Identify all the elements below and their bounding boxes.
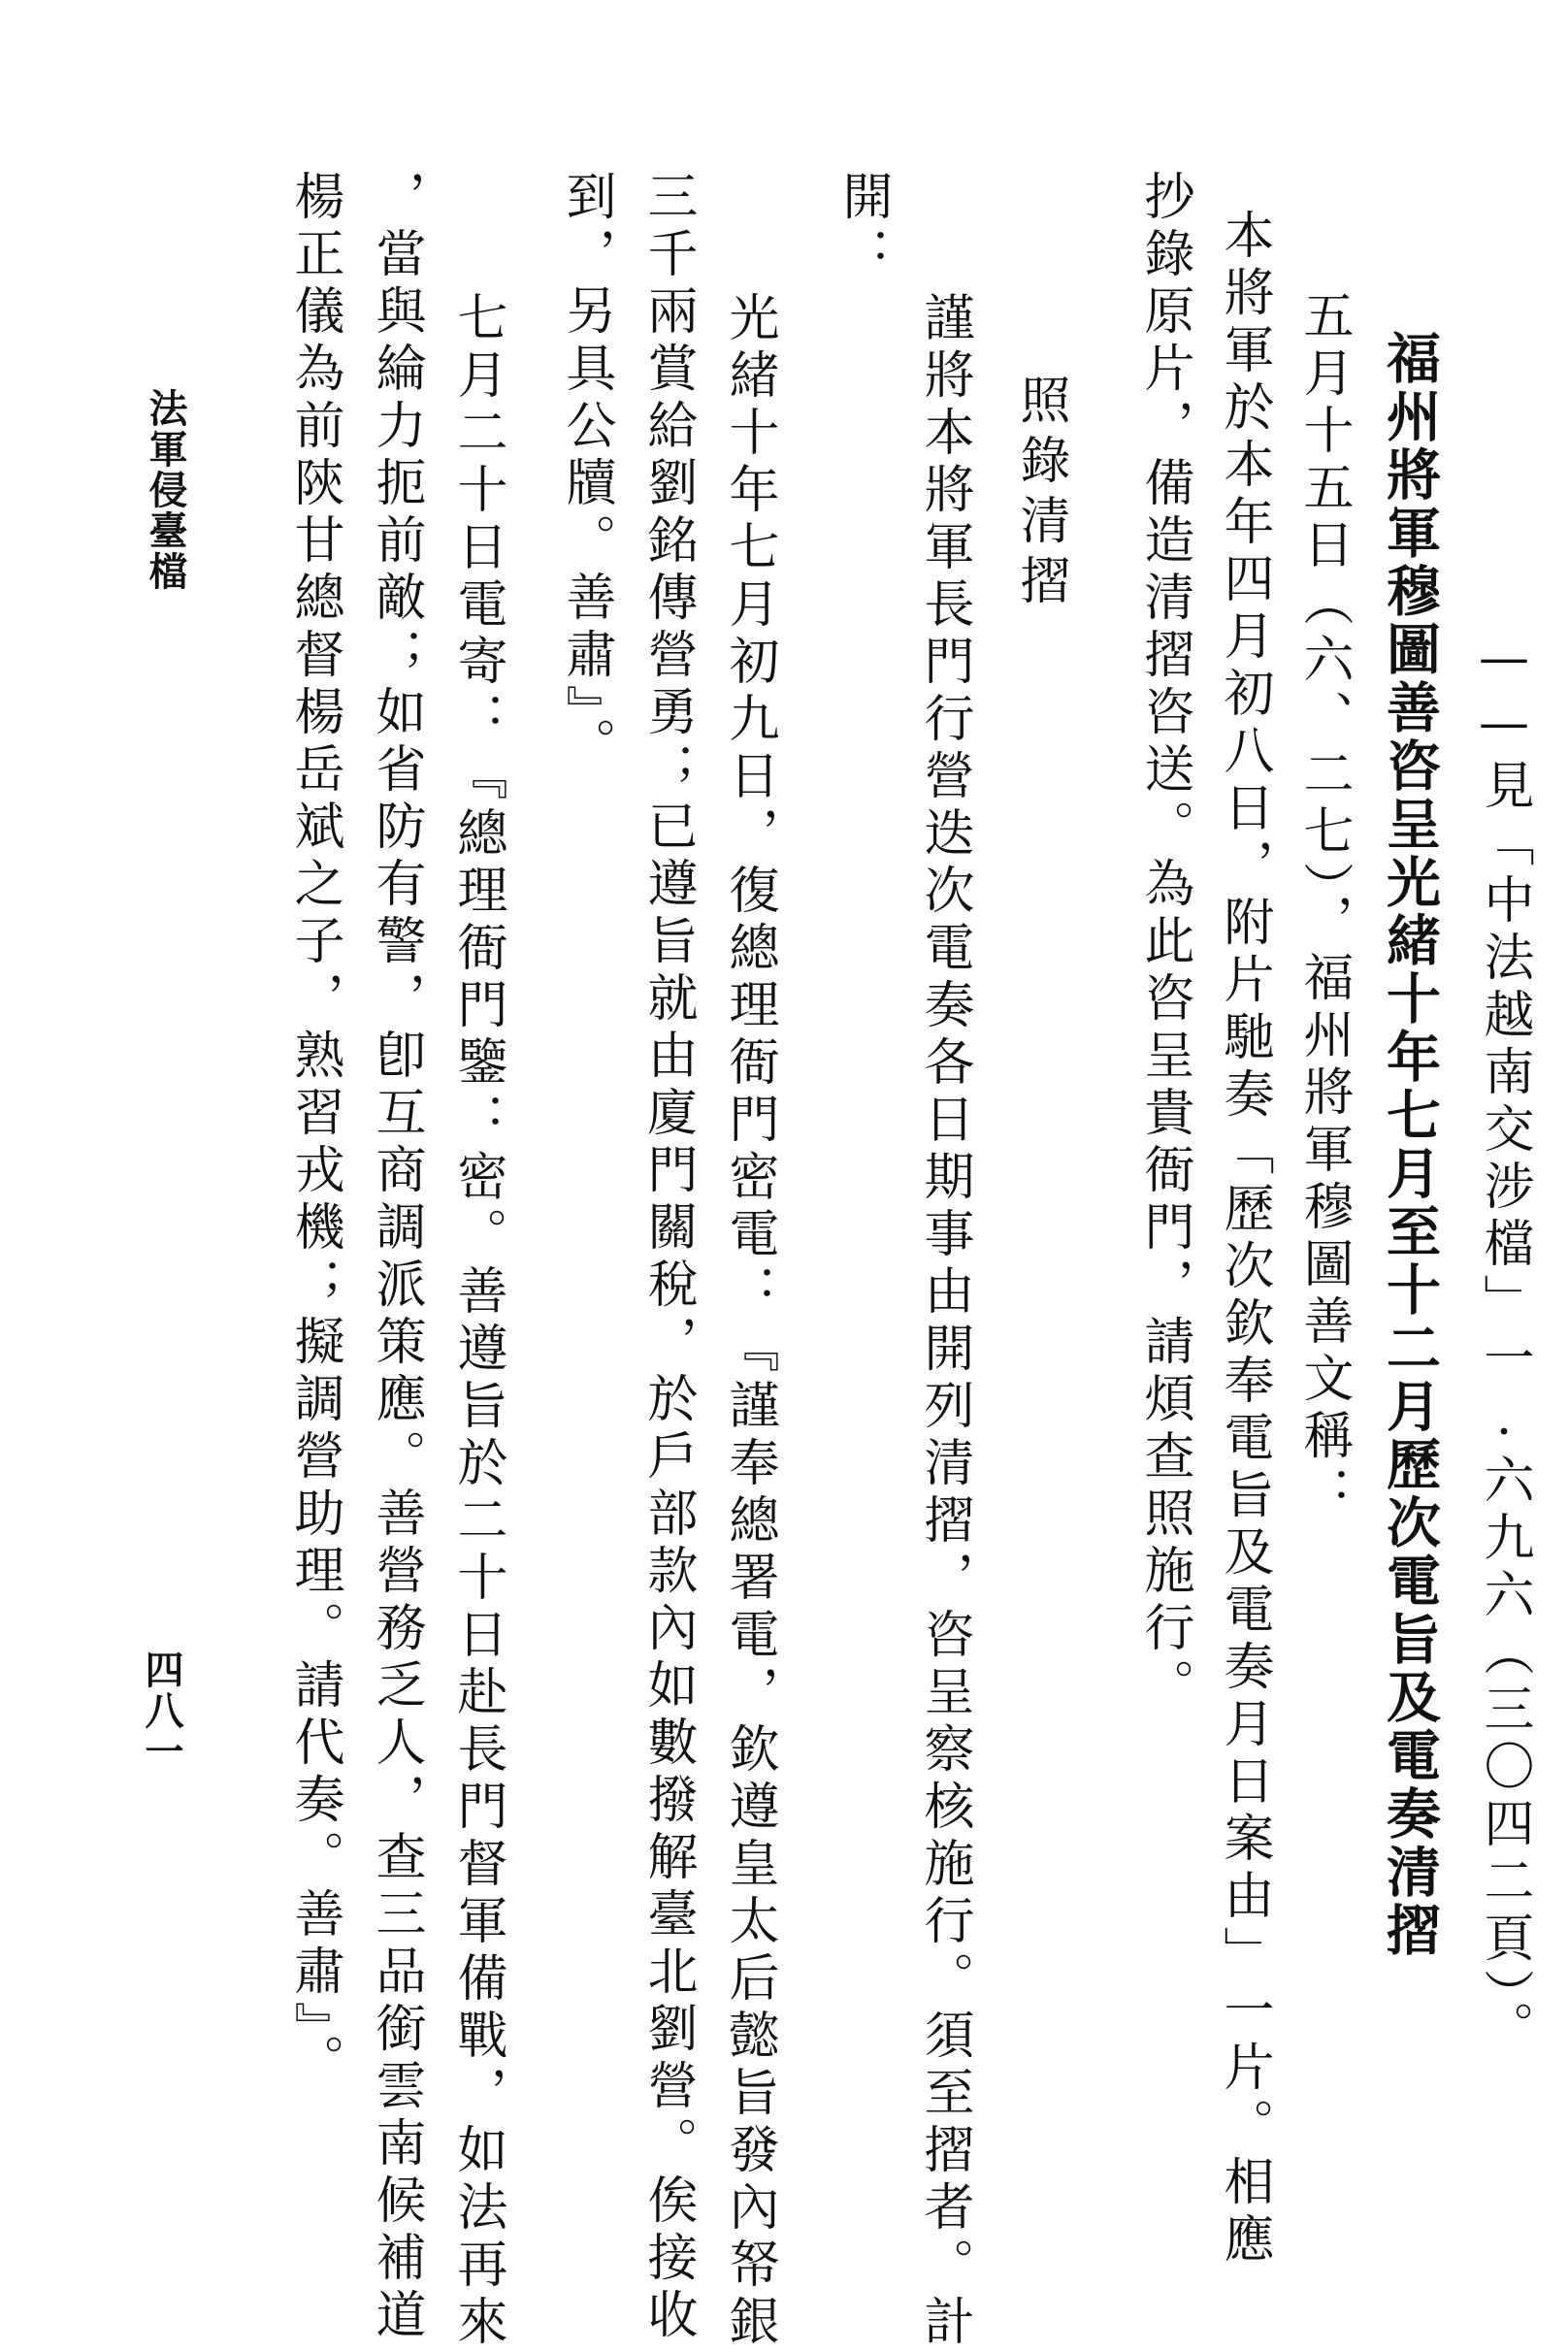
paragraph-1-line-1: 五月十五日（六、二七），福州將軍穆圖善文稱： bbox=[1294, 289, 1353, 1523]
document-title: 福州將軍穆圖善咨呈光緒十年七月至十二月歷次電旨及電奏清摺 bbox=[1378, 330, 1441, 1960]
entry-2-line-2: ，當與綸力扼前敵；如省防有警，卽互商調派策應。善營務乏人，查三品銜雲南候補道 bbox=[367, 170, 425, 2345]
paragraph-1-line-3: 抄錄原片，備造清摺咨送。為此咨呈貴衙門，請煩查照施行。 bbox=[1135, 170, 1193, 1715]
memorial-line-2: 開： bbox=[833, 170, 892, 284]
entry-2-line-1: 七月二十日電寄：『總理衙門鑒：密。善遵旨於二十日赴長門督軍備戰，如法再來 bbox=[448, 291, 506, 2352]
footer-page-number: 四八一 bbox=[139, 1650, 183, 1772]
entry-1-line-3: 到，另具公牘。善肅』。 bbox=[557, 170, 615, 774]
entry-2-line-3: 楊正儀為前陝甘總督楊岳斌之子，熟習戎機；擬調營助理。請代奏。善肅』。 bbox=[285, 170, 343, 2091]
source-note: ——見「中法越南交涉檔」一.六九六（三〇四二頁）。 bbox=[1475, 629, 1533, 2058]
list-heading: 照錄清摺 bbox=[1011, 374, 1069, 614]
entry-1-line-1: 光緒十年七月初九日，復總理衙門密電：『謹奉總署電，欽遵皇太后懿旨發內帑銀 bbox=[720, 291, 778, 2352]
footer-book-title: 法軍侵臺檔 bbox=[143, 388, 187, 592]
paragraph-1-line-2: 本將軍於本年四月初八日，附片馳奏「歷次欽奉電旨及電奏月日案由」一片。相應 bbox=[1215, 209, 1273, 2270]
memorial-line-1: 謹將本將軍長門行營迭次電奏各日期事由開列清摺，咨呈察核施行。須至摺者。計 bbox=[915, 291, 973, 2352]
entry-1-line-2: 三千兩賞給劉銘傳營勇；已遵旨就由廈門關稅，於戶部款內如數撥解臺北劉營。俟接收 bbox=[638, 170, 697, 2345]
